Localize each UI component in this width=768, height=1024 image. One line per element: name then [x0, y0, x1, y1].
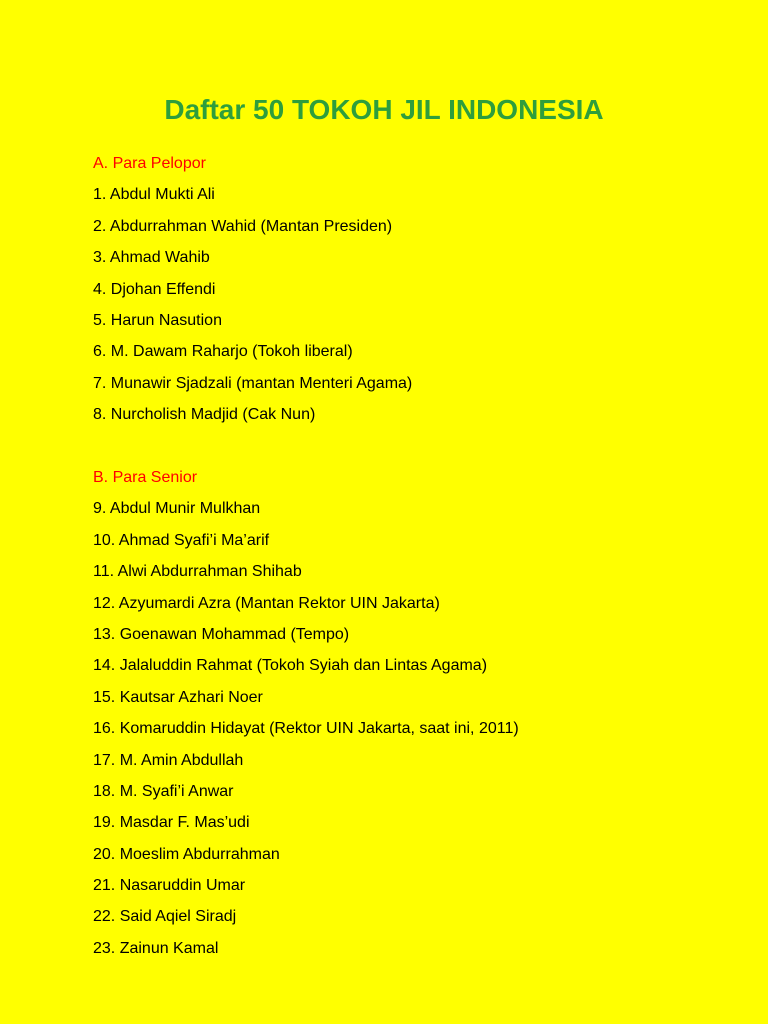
list-item: 23. Zainun Kamal: [93, 939, 219, 957]
list-item: 3. Ahmad Wahib: [93, 249, 210, 267]
list-item: 6. M. Dawam Raharjo (Tokoh liberal): [93, 343, 353, 361]
list-item: 8. Nurcholish Madjid (Cak Nun): [93, 406, 316, 424]
list-item: 16. Komaruddin Hidayat (Rektor UIN Jakarta, saat ini, 2011): [93, 720, 519, 738]
section-para-pelopor: [93, 148, 733, 431]
list-item: 12. Azyumardi Azra (Mantan Rektor UIN Jakarta): [93, 594, 440, 612]
page-title: Daftar 50 TOKOH JIL INDONESIA: [164, 94, 604, 125]
list-item: 20. Moeslim Abdurrahman: [93, 845, 280, 863]
list-item: 11. Alwi Abdurrahman Shihab: [93, 563, 302, 581]
list-item: 15. Kautsar Azhari Noer: [93, 688, 263, 706]
list-item: 4. Djohan Effendi: [93, 280, 216, 298]
list-item: 2. Abdurrahman Wahid (Mantan Presiden): [93, 217, 393, 235]
list-item: 9. Abdul Munir Mulkhan: [93, 500, 261, 518]
list-item: 13. Goenawan Mohammad (Tempo): [93, 625, 350, 643]
list-item: 14. Jalaluddin Rahmat (Tokoh Syiah dan Lintas Agama): [93, 657, 488, 675]
list-item: 21. Nasaruddin Umar: [93, 877, 246, 895]
list-item: 18. M. Syafi’i Anwar: [93, 782, 234, 800]
list-item: 7. Munawir Sjadzali (mantan Menteri Agama): [93, 374, 413, 392]
list-item: 19. Masdar F. Mas’udi: [93, 814, 250, 832]
section-heading: A. Para Pelopor: [93, 155, 206, 172]
list-item: 22. Said Aqiel Siradj: [93, 908, 237, 926]
list-item: 17. M. Amin Abdullah: [93, 751, 244, 769]
section-para-senior: [93, 462, 733, 964]
section-heading: B. Para Senior: [93, 469, 198, 486]
list-item: 1. Abdul Mukti Ali: [93, 186, 215, 204]
list-item: 5. Harun Nasution: [93, 311, 222, 329]
list-item: 10. Ahmad Syafi’i Ma’arif: [93, 531, 270, 549]
